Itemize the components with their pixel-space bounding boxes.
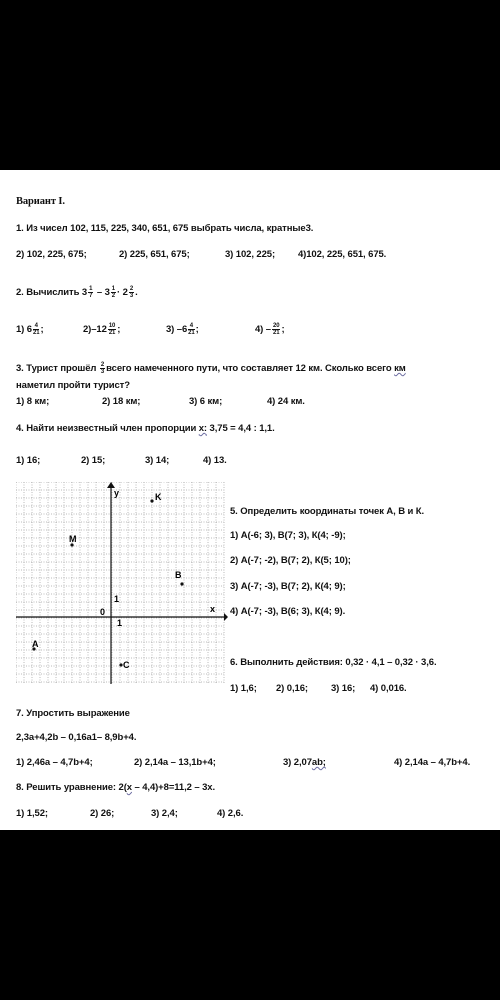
- q4-option-2: 2) 15;: [81, 455, 106, 466]
- q3-text-line2: наметил пройти турист?: [16, 380, 130, 391]
- q1-option-4: 4)102, 225, 651, 675.: [298, 249, 387, 260]
- q5-text: 5. Определить координаты точек А, В и К.: [230, 506, 425, 517]
- q5-option-2: 2) А(-7; -2), В(7; 2), К(5; 10);: [230, 555, 351, 566]
- q6-option-2: 2) 0,16;: [276, 683, 308, 694]
- point-c-label: C: [123, 660, 130, 670]
- q2-option-2: 2)–12 $\frac{10}{21}$ ;: [83, 323, 121, 336]
- q1-text: 1. Из чисел 102, 115, 225, 340, 651, 675 выбрать числа, кратные3.: [16, 223, 314, 234]
- point-k: [150, 499, 153, 502]
- q2-option-1: 1) 6 $\frac{4}{21}$ ;: [16, 323, 44, 336]
- q5-option-4: 4) А(-7; -3), В(6; 3), К(4; 9).: [230, 606, 346, 617]
- q4-option-1: 1) 16;: [16, 455, 41, 466]
- point-k-label: K: [155, 492, 162, 502]
- coordinate-grid: [16, 482, 228, 684]
- q7-option-3: 3) 2,07ab;: [283, 757, 326, 768]
- q1-option-3: 3) 102, 225;: [225, 249, 276, 260]
- x-unit-label: 1: [117, 618, 123, 628]
- q2-option-3: 3) –6 $\frac{4}{21}$ ;: [166, 323, 199, 336]
- q3-option-4: 4) 24 км.: [267, 396, 305, 407]
- q3-option-3: 3) 6 км;: [189, 396, 223, 407]
- q7-expression: 2,3а+4,2b – 0,16а1– 8,9b+4.: [16, 732, 137, 743]
- q3-option-2: 2) 18 км;: [102, 396, 141, 407]
- point-a-label: A: [32, 639, 39, 649]
- x-axis-arrow: [224, 613, 228, 621]
- q5-option-3: 3) А(-7; -3), В(7; 2), К(4; 9);: [230, 581, 346, 592]
- q7-text: 7. Упростить выражение: [16, 708, 130, 719]
- grid-lines: [16, 482, 224, 684]
- q4-text: 4. Найти неизвестный член пропорции х: 3,75 = 4,4 : 1,1.: [16, 423, 275, 434]
- q8-option-1: 1) 1,52;: [16, 808, 48, 819]
- origin-label: 0: [100, 607, 106, 617]
- x-axis-label: x: [210, 604, 216, 614]
- point-b-label: B: [175, 570, 182, 580]
- q6-option-1: 1) 1,6;: [230, 683, 257, 694]
- q3-option-1: 1) 8 км;: [16, 396, 50, 407]
- variant-title: Вариант I.: [16, 196, 65, 207]
- q4-option-3: 3) 14;: [145, 455, 170, 466]
- q7-option-4: 4) 2,14а – 4,7b+4.: [394, 757, 471, 768]
- q4-option-4: 4) 13.: [203, 455, 227, 466]
- point-b: [180, 582, 183, 585]
- q2-text: 2. Вычислить 3 $\frac{1}{7}$ – 3 $\frac{1}{2}$ · 2 $\frac{2}{3}$ .: [16, 286, 138, 299]
- q8-option-2: 2) 26;: [90, 808, 115, 819]
- y-unit-label: 1: [114, 594, 120, 604]
- q7-option-1: 1) 2,46а – 4,7b+4;: [16, 757, 93, 768]
- q8-text: 8. Решить уравнение: 2(х – 4,4)+8=11,2 – 3х.: [16, 782, 215, 793]
- y-axis-label: y: [114, 488, 120, 498]
- q7-option-2: 2) 2,14а – 13,1b+4;: [134, 757, 216, 768]
- q3-text: 3. Турист прошёл $\frac{2}{3}$ всего намеченного пути, что составляет 12 км. Сколько всего км: [16, 362, 406, 375]
- q8-option-3: 3) 2,4;: [151, 808, 178, 819]
- worksheet-page: [0, 170, 500, 830]
- q2-option-4: 4) – $\frac{20}{21}$ ;: [255, 323, 285, 336]
- q1-option-2: 2) 225, 651, 675;: [119, 249, 190, 260]
- q6-option-3: 3) 16;: [331, 683, 356, 694]
- q8-option-4: 4) 2,6.: [217, 808, 244, 819]
- point-m-label: M: [69, 534, 77, 544]
- q1-option-1: 2) 102, 225, 675;: [16, 249, 87, 260]
- q5-option-1: 1) А(-6; 3), В(7; 3), К(4; -9);: [230, 530, 346, 541]
- q6-text: 6. Выполнить действия: 0,32 · 4,1 – 0,32 · 3,6.: [230, 657, 437, 668]
- q6-option-4: 4) 0,016.: [370, 683, 407, 694]
